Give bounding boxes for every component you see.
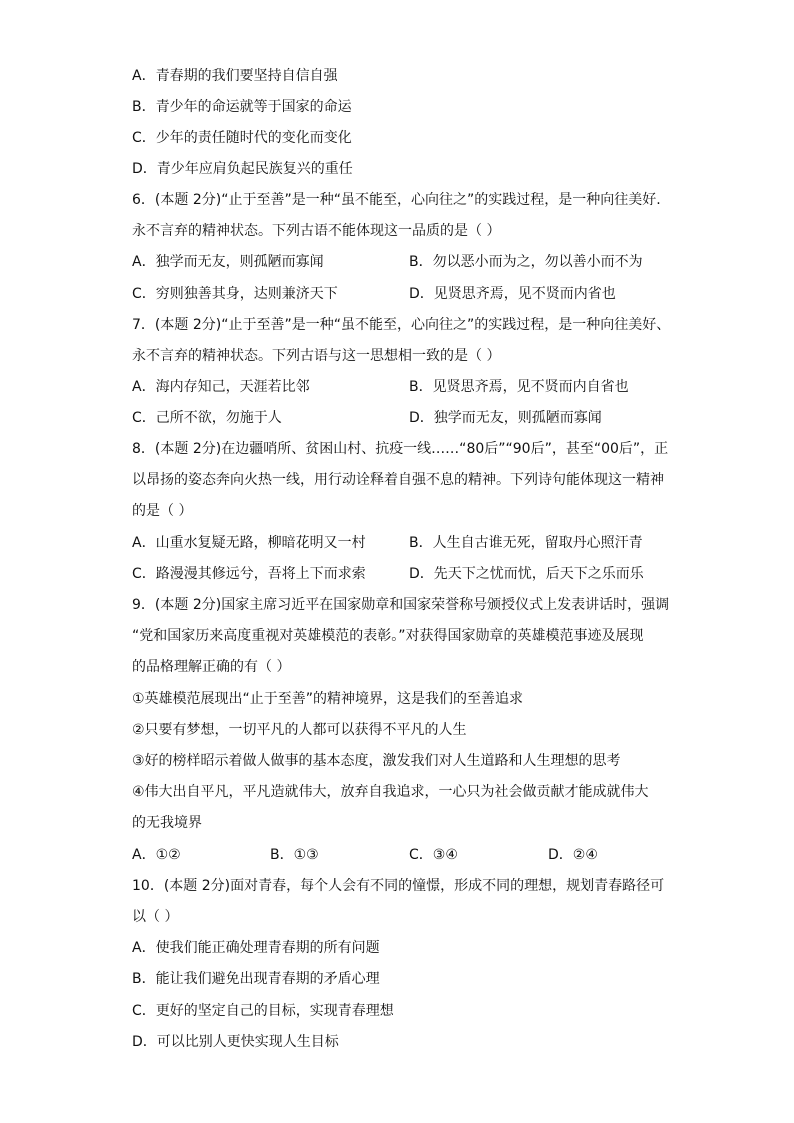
q8-option-a: A．山重水复疑无路，柳暗花明又一村 [132, 535, 366, 551]
q8-option-b: B．人生自古谁无死，留取丹心照汗青 [409, 535, 643, 551]
q7-option-a: A．海内存知己，天涯若比邻 [132, 379, 310, 395]
q9-statement-2: ②只要有梦想，一切平凡的人都可以获得不平凡的人生 [132, 722, 467, 738]
q5-option-c: C．少年的责任随时代的变化而变化 [132, 130, 352, 146]
q10-option-d: D．可以比别人更快实现人生目标 [132, 1034, 339, 1050]
q7-option-b: B．见贤思齐焉，见不贤而内自省也 [409, 379, 629, 395]
q10-stem-line-2: 以（ ） [132, 909, 179, 925]
q6-option-c: C．穷则独善其身，达则兼济天下 [132, 286, 338, 302]
q9-stem-line-2: “党和国家历来高度重视对英雄模范的表彰。”对获得国家勋章的英雄模范事迹及展现 [132, 628, 644, 644]
q8-stem-line-3: 的是（ ） [132, 503, 193, 519]
q5-option-b: B．青少年的命运就等于国家的命运 [132, 99, 352, 115]
q7-stem-line-2: 永不言弃的精神状态。下列古语与这一思想相一致的是（ ） [132, 348, 501, 364]
q7-stem-line-1: 7．(本题 2分)“止于至善”是一种“虽不能至，心向往之”的实践过程，是一种向往美好、 [132, 317, 671, 333]
q6-option-a: A．独学而无友，则孤陋而寡闻 [132, 254, 324, 270]
q8-option-d: D．先天下之忧而忧，后天下之乐而乐 [409, 566, 644, 582]
q10-option-c: C．更好的坚定自己的目标，实现青春理想 [132, 1003, 394, 1019]
q10-option-b: B．能让我们避免出现青春期的矛盾心理 [132, 971, 380, 987]
q6-stem-line-2: 永不言弃的精神状态。下列古语不能体现这一品质的是（ ） [132, 223, 501, 239]
q9-stem-line-3: 的品格理解正确的有（ ） [132, 659, 291, 675]
q6-option-d: D．见贤思齐焉，见不贤而内省也 [409, 286, 616, 302]
q6-option-b: B．勿以恶小而为之，勿以善小而不为 [409, 254, 643, 270]
q8-option-c: C．路漫漫其修远兮，吾将上下而求索 [132, 566, 366, 582]
q10-stem-line-1: 10．(本题 2分)面对青春，每个人会有不同的憧憬，形成不同的理想，规划青春路径可 [132, 878, 665, 894]
q9-option-c: C．③④ [409, 847, 458, 863]
q7-option-c: C．己所不欲，勿施于人 [132, 410, 282, 426]
q6-stem-line-1: 6．(本题 2分)“止于至善”是一种“虽不能至，心向往之”的实践过程，是一种向往美好. [132, 192, 661, 208]
q5-option-a: A．青春期的我们要坚持自信自强 [132, 68, 338, 84]
q9-statement-4-line-1: ④伟大出自平凡，平凡造就伟大，放弃自我追求，一心只为社会做贡献才能成就伟大 [132, 784, 649, 800]
q10-option-a: A．使我们能正确处理青春期的所有问题 [132, 940, 380, 956]
q9-statement-4-line-2: 的无我境界 [132, 815, 202, 831]
q9-statement-3: ③好的榜样昭示着做人做事的基本态度，激发我们对人生道路和人生理想的思考 [132, 753, 621, 769]
q9-option-d: D．②④ [548, 847, 598, 863]
q9-stem-line-1: 9．(本题 2分)国家主席习近平在国家勋章和国家荣誉称号颁授仪式上发表讲话时，强调 [132, 597, 670, 613]
q8-stem-line-2: 以昂扬的姿态奔向火热一线，用行动诠释着自强不息的精神。下列诗句能体现这一精神 [132, 472, 664, 488]
q7-option-d: D．独学而无友，则孤陋而寡闻 [409, 410, 602, 426]
q8-stem-line-1: 8．(本题 2分)在边疆哨所、贫困山村、抗疫一线……“80后”“90后”，甚至“00后”，正 [132, 441, 669, 457]
q9-option-a: A．①② [132, 847, 181, 863]
q9-statement-1: ①英雄模范展现出“止于至善”的精神境界，这是我们的至善追求 [132, 691, 524, 707]
q5-option-d: D．青少年应肩负起民族复兴的重任 [132, 161, 353, 177]
q9-option-b: B．①③ [270, 847, 319, 863]
